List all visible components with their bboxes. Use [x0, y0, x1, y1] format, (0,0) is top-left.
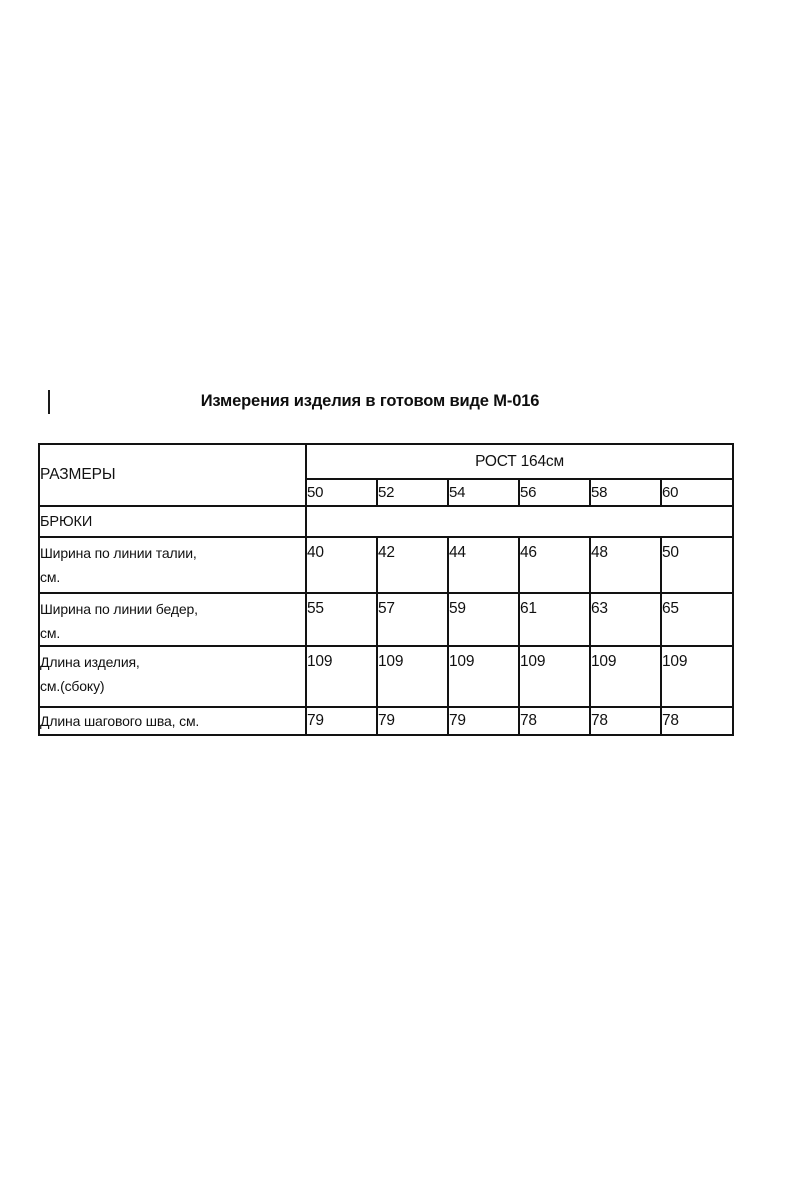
- header-cell-size-54: 54: [448, 479, 519, 506]
- table-row: [39, 707, 733, 735]
- group-row-empty-cell: [306, 506, 733, 537]
- cell-length-54: 109: [448, 646, 519, 707]
- group-label-trousers: БРЮКИ: [39, 506, 306, 537]
- title-block: [0, 386, 800, 420]
- cell-inseam-52: 79: [377, 707, 448, 735]
- cell-length-50: 109: [306, 646, 377, 707]
- cell-inseam-54: 79: [448, 707, 519, 735]
- cell-hip-50: 55: [306, 593, 377, 646]
- row-label-line1: Длина шагового шва, см.: [40, 713, 200, 729]
- row-label-line2: см.: [40, 625, 61, 641]
- cell-length-56: 109: [519, 646, 590, 707]
- cell-length-60: 109: [661, 646, 733, 707]
- cell-inseam-50: 79: [306, 707, 377, 735]
- row-label-line1: Ширина по линии бедер,: [40, 601, 198, 617]
- cell-hip-52: 57: [377, 593, 448, 646]
- table-row-group-trousers: [39, 506, 733, 537]
- row-label-line1: Длина изделия,: [40, 654, 140, 670]
- table-row: [39, 646, 733, 707]
- cell-waist-52: 42: [377, 537, 448, 593]
- header-cell-sizes-label: РАЗМЕРЫ: [39, 444, 306, 506]
- row-label-inseam-length: [39, 707, 306, 735]
- page-title: Измерения изделия в готовом виде М-016: [200, 392, 540, 410]
- cell-waist-50: 40: [306, 537, 377, 593]
- cell-hip-56: 61: [519, 593, 590, 646]
- row-label-product-length: [39, 646, 306, 707]
- cell-hip-60: 65: [661, 593, 733, 646]
- table-row: [39, 537, 733, 593]
- row-label-line2: см.: [40, 569, 61, 585]
- cell-inseam-58: 78: [590, 707, 661, 735]
- cell-waist-56: 46: [519, 537, 590, 593]
- row-label-waist-width: [39, 537, 306, 593]
- header-cell-size-50: 50: [306, 479, 377, 506]
- measurements-table-container: [38, 443, 732, 736]
- header-cell-size-56: 56: [519, 479, 590, 506]
- row-label-line2: см.(сбоку): [40, 678, 105, 694]
- header-cell-size-60: 60: [661, 479, 733, 506]
- cell-inseam-60: 78: [661, 707, 733, 735]
- table-row: [39, 593, 733, 646]
- cell-waist-60: 50: [661, 537, 733, 593]
- measurements-table: [38, 443, 734, 736]
- cell-length-58: 109: [590, 646, 661, 707]
- text-cursor-icon: [48, 390, 50, 414]
- header-cell-height-group: РОСТ 164см: [306, 444, 733, 479]
- cell-inseam-56: 78: [519, 707, 590, 735]
- cell-length-52: 109: [377, 646, 448, 707]
- header-cell-size-58: 58: [590, 479, 661, 506]
- cell-hip-58: 63: [590, 593, 661, 646]
- row-label-hip-width: [39, 593, 306, 646]
- cell-waist-54: 44: [448, 537, 519, 593]
- header-cell-size-52: 52: [377, 479, 448, 506]
- row-label-line1: Ширина по линии талии,: [40, 545, 197, 561]
- table-header-row-height: [39, 444, 733, 479]
- cell-waist-58: 48: [590, 537, 661, 593]
- cell-hip-54: 59: [448, 593, 519, 646]
